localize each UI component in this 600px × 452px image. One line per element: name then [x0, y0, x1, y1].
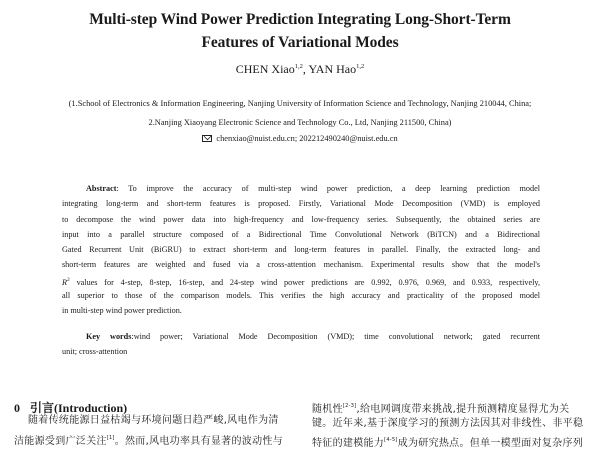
abstract-line: to decompose the wind power data into high-frequency and low-frequency series. Subsequently, the obtained series are: [62, 214, 540, 224]
author-affiliation-marker: 1,2: [294, 63, 303, 70]
author-name: YAN Hao: [308, 62, 357, 76]
abstract-text: To improve the accuracy of multi-step wind power prediction, a deep learning prediction model: [128, 184, 540, 193]
body-text: ,给电网调度带来挑战,提升预测精度显得尤为关: [356, 404, 570, 415]
citation-ref[interactable]: [1]: [106, 435, 115, 441]
body-text: 特征的建模能力: [312, 438, 385, 449]
section-title: 引言(Introduction): [30, 401, 128, 415]
abstract-line: Gated Recurrent Unit (BiGRU) to extract short-term and long-term features in parallel. Finally, the extracted long- and: [62, 245, 540, 255]
abstract-text: values for 4-step, 8-step, 16-step, and 24-step wind power predictions are 0.992, 0.976, 0.969, and 0.933, respectively,: [76, 277, 540, 287]
r-squared-symbol: R: [62, 277, 68, 287]
abstract-line: in multi-step wind power prediction.: [62, 306, 182, 316]
author-name: CHEN Xiao: [235, 62, 295, 76]
abstract-label: Abstract: [86, 184, 117, 193]
citation-ref[interactable]: [2-3]: [342, 403, 357, 409]
abstract: [62, 181, 540, 319]
email-line: [20, 134, 580, 143]
body-text-line: [14, 430, 283, 450]
mail-icon: [202, 135, 212, 142]
abstract-colon: :: [116, 184, 119, 193]
abstract-line: all superior to those of the comparison models. This verifies the high accuracy and practicality of the proposed model: [62, 291, 540, 301]
keywords: [62, 329, 540, 360]
body-text: 。然而,风电功率具有显著的波动性与: [114, 436, 283, 447]
section-number: 0: [14, 401, 20, 415]
author-affiliation-marker: 1,2: [356, 63, 365, 70]
author-list: [0, 62, 600, 77]
keywords-line: [62, 329, 540, 344]
body-text-line: [312, 432, 583, 452]
abstract-line: [62, 273, 540, 288]
r-squared-exponent: 2: [67, 276, 70, 283]
body-text: 随机性: [312, 404, 343, 415]
abstract-line: short-term features are weighted and fused via a cross-attention mechanism. Experimental results show that the model's: [62, 260, 540, 270]
citation-ref[interactable]: [4-5]: [384, 437, 398, 443]
keywords-line: unit; cross-attention: [62, 347, 128, 357]
affiliation-line: 2.Nanjing Xiaoyang Electronic Science and Technology Co., Ltd, Nanjing 211500, China): [148, 118, 452, 127]
body-text: 洁能源受到广泛关注: [14, 436, 107, 447]
abstract-line: input into a parallel structure composed of a Bidirectional Time Convolutional Network (BiTCN) and a Bidirectional: [62, 229, 540, 239]
paper-title-line1: Multi-step Wind Power Prediction Integrating Long-Short-Term: [89, 11, 511, 28]
keywords-label: Key words: [86, 332, 132, 341]
author-separator: ,: [302, 62, 309, 76]
author-emails[interactable]: chenxiao@nuist.edu.cn; 202212490240@nuist.edu.cn: [216, 134, 398, 143]
abstract-line: [62, 181, 540, 196]
body-text-line: 随着传统能源日益枯竭与环境问题日趋严峻,风电作为清: [28, 415, 279, 426]
body-text-line: 键。近年来,基于深度学习的预测方法因其对非线性、非平稳: [312, 418, 584, 429]
paper-title-line2: Features of Variational Modes: [201, 34, 399, 51]
keywords-text: wind power; Variational Mode Decomposition (VMD); time convolutional network; gated recurrent: [133, 332, 540, 341]
affiliation-line: (1.School of Electronics & Information Engineering, Nanjing University of Information Science and Technology, Nanjing 210044, China;: [68, 99, 532, 108]
abstract-line: integrating long-term and short-term features is proposed. Firstly, Variational Mode Decomposition (VMD) is employed: [62, 199, 540, 209]
keywords-colon: :: [131, 332, 134, 341]
body-text: 成为研究热点。但单一模型面对复杂序列: [397, 438, 584, 449]
